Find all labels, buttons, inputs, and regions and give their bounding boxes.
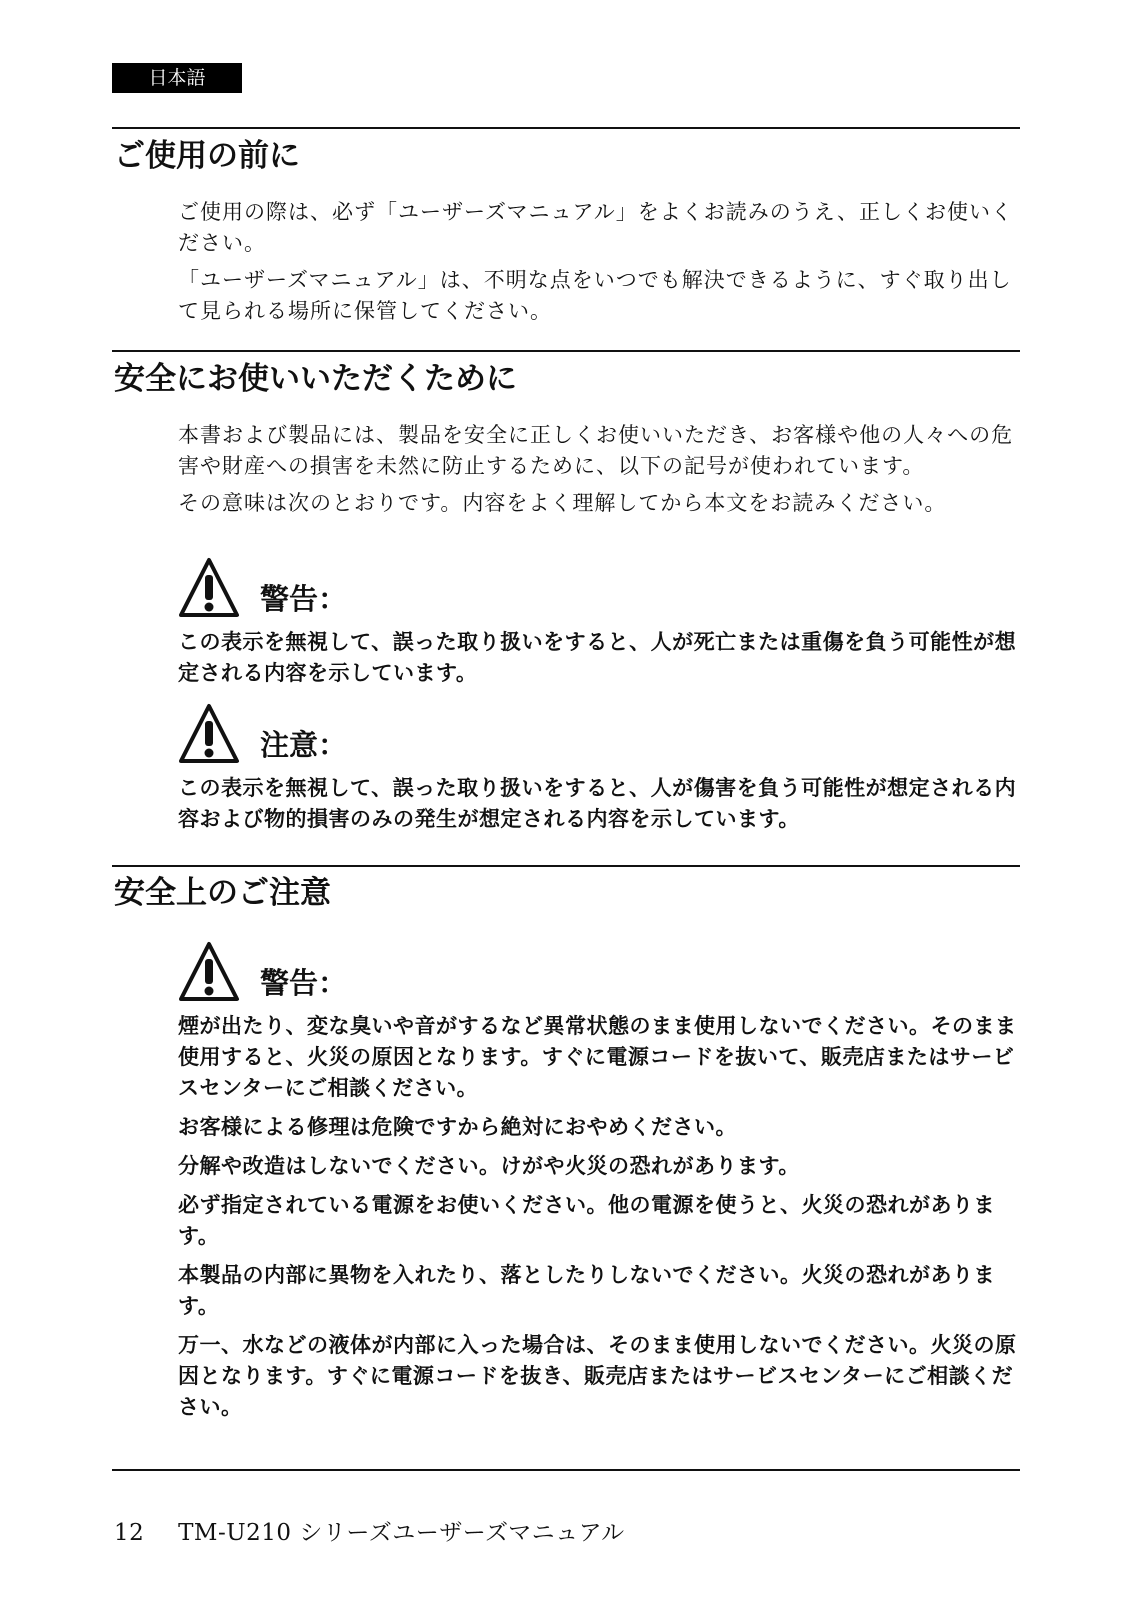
- caution-description: [178, 773, 1020, 843]
- footer-divider: [112, 1469, 1020, 1471]
- manual-title: TM-U210 シリーズユーザーズマニュアル: [178, 1520, 625, 1546]
- list-item: 万一、水などの液体が内部に入った場合は、そのまま使用しないでください。火災の原因となります。すぐに電源コードを抜き、販売店またはサービスセンターにご相談ください。: [178, 1333, 1017, 1419]
- caution-label: 注意：: [260, 728, 348, 762]
- page-number: 12: [114, 1520, 145, 1546]
- section-title-safe-use: 安全にお使いいただくために: [114, 361, 517, 397]
- paragraph: 「ユーザーズマニュアル」は、不明な点をいつでも解決できるように、すぐ取り出して見られる場所に保管してください。: [178, 268, 1012, 323]
- warning-triangle-icon: [178, 557, 240, 619]
- warning-triangle-icon: [178, 941, 240, 1003]
- section-title-before-use: ご使用の前に: [114, 138, 300, 174]
- precautions-list: [178, 1011, 1020, 1431]
- warning-label: 警告：: [260, 966, 348, 1000]
- page-footer: [114, 1514, 625, 1547]
- warning-description: [178, 627, 1020, 697]
- list-item: 本製品の内部に異物を入れたり、落としたりしないでください。火災の恐れがあります。: [178, 1263, 995, 1318]
- section-divider: [112, 127, 1020, 129]
- warning-label: 警告：: [260, 582, 348, 616]
- before-use-body: [178, 197, 1020, 333]
- paragraph: この表示を無視して、誤った取り扱いをすると、人が傷害を負う可能性が想定される内容および物的損害のみの発生が想定される内容を示しています。: [178, 776, 1017, 831]
- paragraph: ご使用の際は、必ず「ユーザーズマニュアル」をよくお読みのうえ、正しくお使いください。: [178, 200, 1013, 255]
- list-item: 煙が出たり、変な臭いや音がするなど異常状態のまま使用しないでください。そのまま使用すると、火災の原因となります。すぐに電源コードを抜いて、販売店またはサービスセンターにご相談ください。: [178, 1014, 1017, 1100]
- section-divider: [112, 865, 1020, 867]
- paragraph: その意味は次のとおりです。内容をよく理解してから本文をお読みください。: [178, 491, 947, 515]
- list-item: 分解や改造はしないでください。けがや火災の恐れがあります。: [178, 1154, 800, 1178]
- list-item: 必ず指定されている電源をお使いください。他の電源を使うと、火災の恐れがあります。: [178, 1193, 995, 1248]
- paragraph: 本書および製品には、製品を安全に正しくお使いいただき、お客様や他の人々への危害や財産への損害を未然に防止するために、以下の記号が使われています。: [178, 423, 1014, 478]
- paragraph: この表示を無視して、誤った取り扱いをすると、人が死亡または重傷を負う可能性が想定される内容を示しています。: [178, 630, 1017, 685]
- section-title-safety-precautions: 安全上のご注意: [114, 875, 331, 911]
- section-divider: [112, 350, 1020, 352]
- safe-use-body: [178, 420, 1020, 525]
- language-tab: 日本語: [112, 63, 242, 93]
- warning-triangle-icon: [178, 703, 240, 765]
- list-item: お客様による修理は危険ですから絶対におやめください。: [178, 1115, 737, 1139]
